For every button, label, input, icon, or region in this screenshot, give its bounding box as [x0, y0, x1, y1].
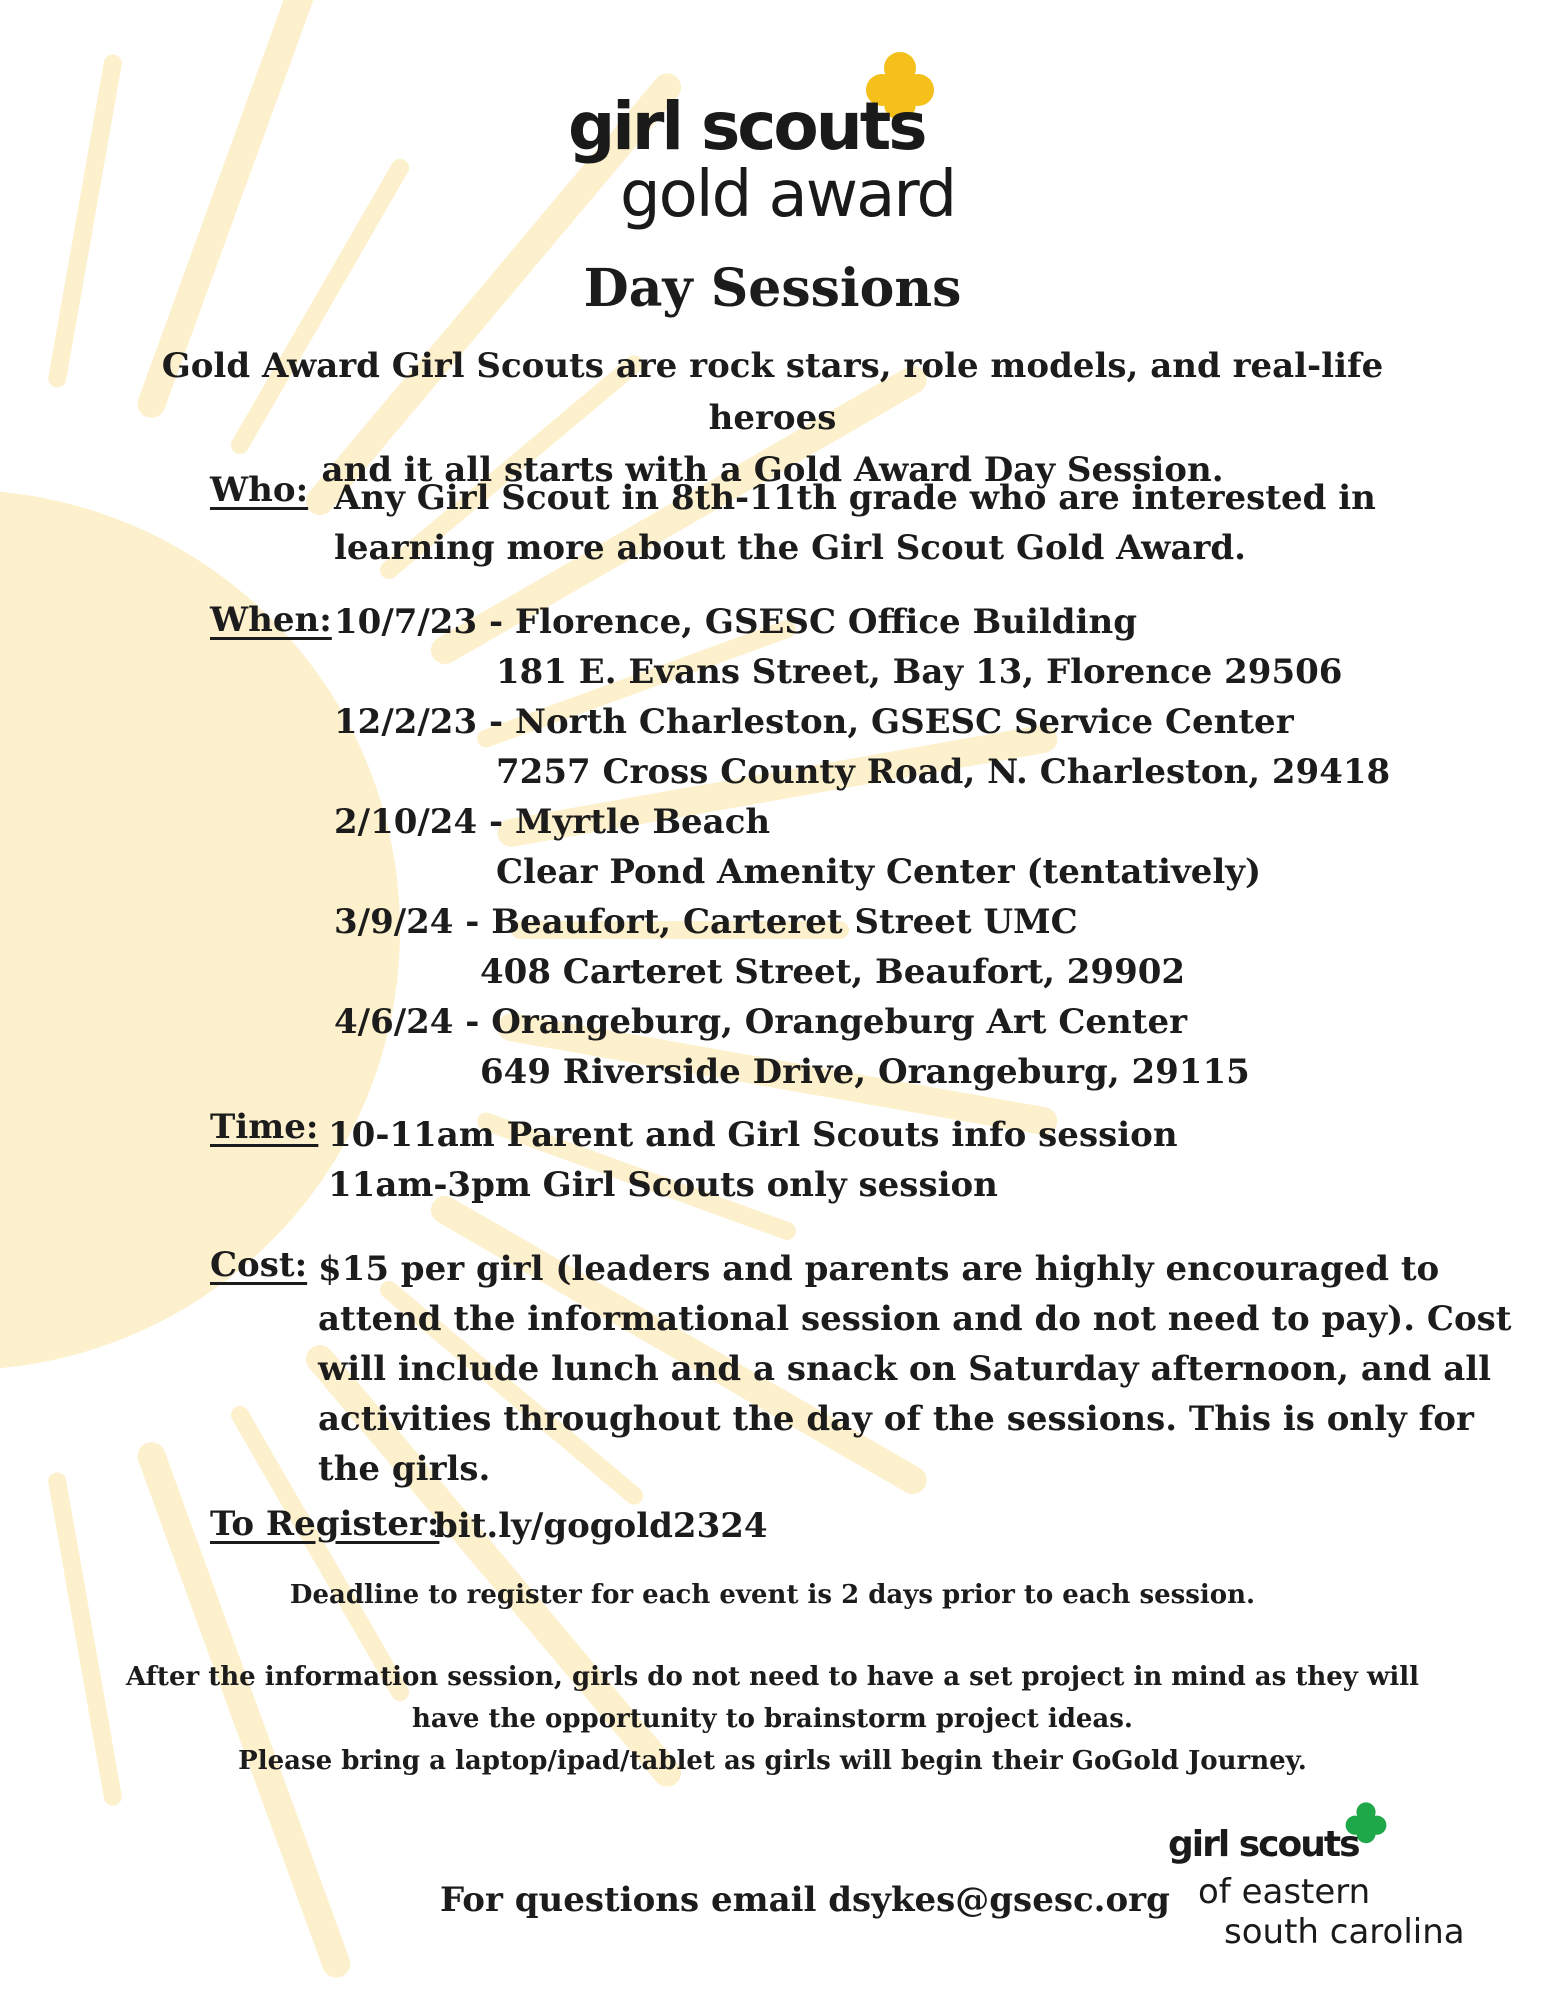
session-address: 181 E. Evans Street, Bay 13, Florence 29506 [496, 652, 1343, 692]
logo-line-of-eastern: of eastern [1198, 1872, 1371, 1912]
session-place: Myrtle Beach [514, 802, 771, 842]
session-address: Clear Pond Amenity Center (tentatively) [496, 852, 1262, 892]
who-line: Any Girl Scout in 8th-11th grade who are interested in [334, 478, 1376, 518]
session-date: 4/6/24 - [334, 1002, 480, 1042]
session-list [334, 597, 1390, 1097]
after-line: Please bring a laptop/ipad/tablet as girls will begin their GoGold Journey. [238, 1746, 1307, 1776]
cost-line: activities throughout the day of the sessions. This is only for [318, 1399, 1474, 1439]
session-line [334, 597, 1390, 647]
session-line [334, 997, 1390, 1047]
who-label: Who: [210, 470, 309, 510]
cost-line: will include lunch and a snack on Saturday afternoon, and all [318, 1349, 1492, 1389]
session-address: 7257 Cross County Road, N. Charleston, 29418 [496, 752, 1391, 792]
after-line: have the opportunity to brainstorm project ideas. [412, 1704, 1133, 1734]
session-line [334, 897, 1390, 947]
register-link[interactable]: bit.ly/gogold2324 [434, 1506, 768, 1546]
time-text [328, 1110, 1178, 1210]
session-date: 3/9/24 - [334, 902, 480, 942]
who-line: learning more about the Girl Scout Gold Award. [334, 528, 1247, 568]
logo-line-girl-scouts: girl scouts [568, 88, 925, 165]
cost-line: $15 per girl (leaders and parents are highly encouraged to [318, 1249, 1440, 1289]
session-date: 12/2/23 - [334, 702, 504, 742]
session-address: 408 Carteret Street, Beaufort, 29902 [480, 952, 1186, 992]
logo-line-south-carolina: south carolina [1224, 1912, 1465, 1952]
session-place: Beaufort, Carteret Street UMC [491, 902, 1078, 942]
session-line [334, 697, 1390, 747]
after-line: After the information session, girls do not need to have a set project in mind as they will [126, 1662, 1419, 1692]
time-label: Time: [210, 1107, 319, 1147]
time-line: 10-11am Parent and Girl Scouts info session [328, 1115, 1178, 1155]
page-title: Day Sessions [583, 258, 962, 319]
cost-label: Cost: [210, 1245, 308, 1285]
sun-ray [57, 63, 113, 378]
logo-line-girl-scouts: girl scouts [1168, 1824, 1359, 1865]
cost-text [318, 1244, 1511, 1494]
cost-line: attend the informational session and do not need to pay). Cost [318, 1299, 1512, 1339]
session-date: 10/7/23 - [334, 602, 504, 642]
questions-contact: For questions email dsykes@gsesc.org [440, 1880, 1170, 1920]
session-address: 649 Riverside Drive, Orangeburg, 29115 [480, 1052, 1250, 1092]
deadline-note: Deadline to register for each event is 2 days prior to each session. [289, 1580, 1256, 1610]
logo-line-gold-award: gold award [620, 158, 956, 232]
intro-line: Gold Award Girl Scouts are rock stars, role models, and real-life heroes [161, 346, 1384, 438]
gsesc-logo [1160, 1800, 1490, 1980]
intro-line: and it all starts with a Gold Award Day Session. [321, 450, 1224, 490]
session-line [334, 797, 1390, 847]
time-line: 11am-3pm Girl Scouts only session [328, 1165, 998, 1205]
session-place: North Charleston, GSESC Service Center [514, 702, 1294, 742]
gold-award-logo [560, 48, 980, 248]
session-place: Orangeburg, Orangeburg Art Center [491, 1002, 1188, 1042]
after-session-note [0, 1656, 1545, 1782]
register-label: To Register: [210, 1504, 440, 1544]
session-place: Florence, GSESC Office Building [514, 602, 1137, 642]
when-label: When: [210, 600, 332, 640]
session-date: 2/10/24 - [334, 802, 504, 842]
cost-line: the girls. [318, 1449, 491, 1489]
intro-text [100, 340, 1445, 496]
